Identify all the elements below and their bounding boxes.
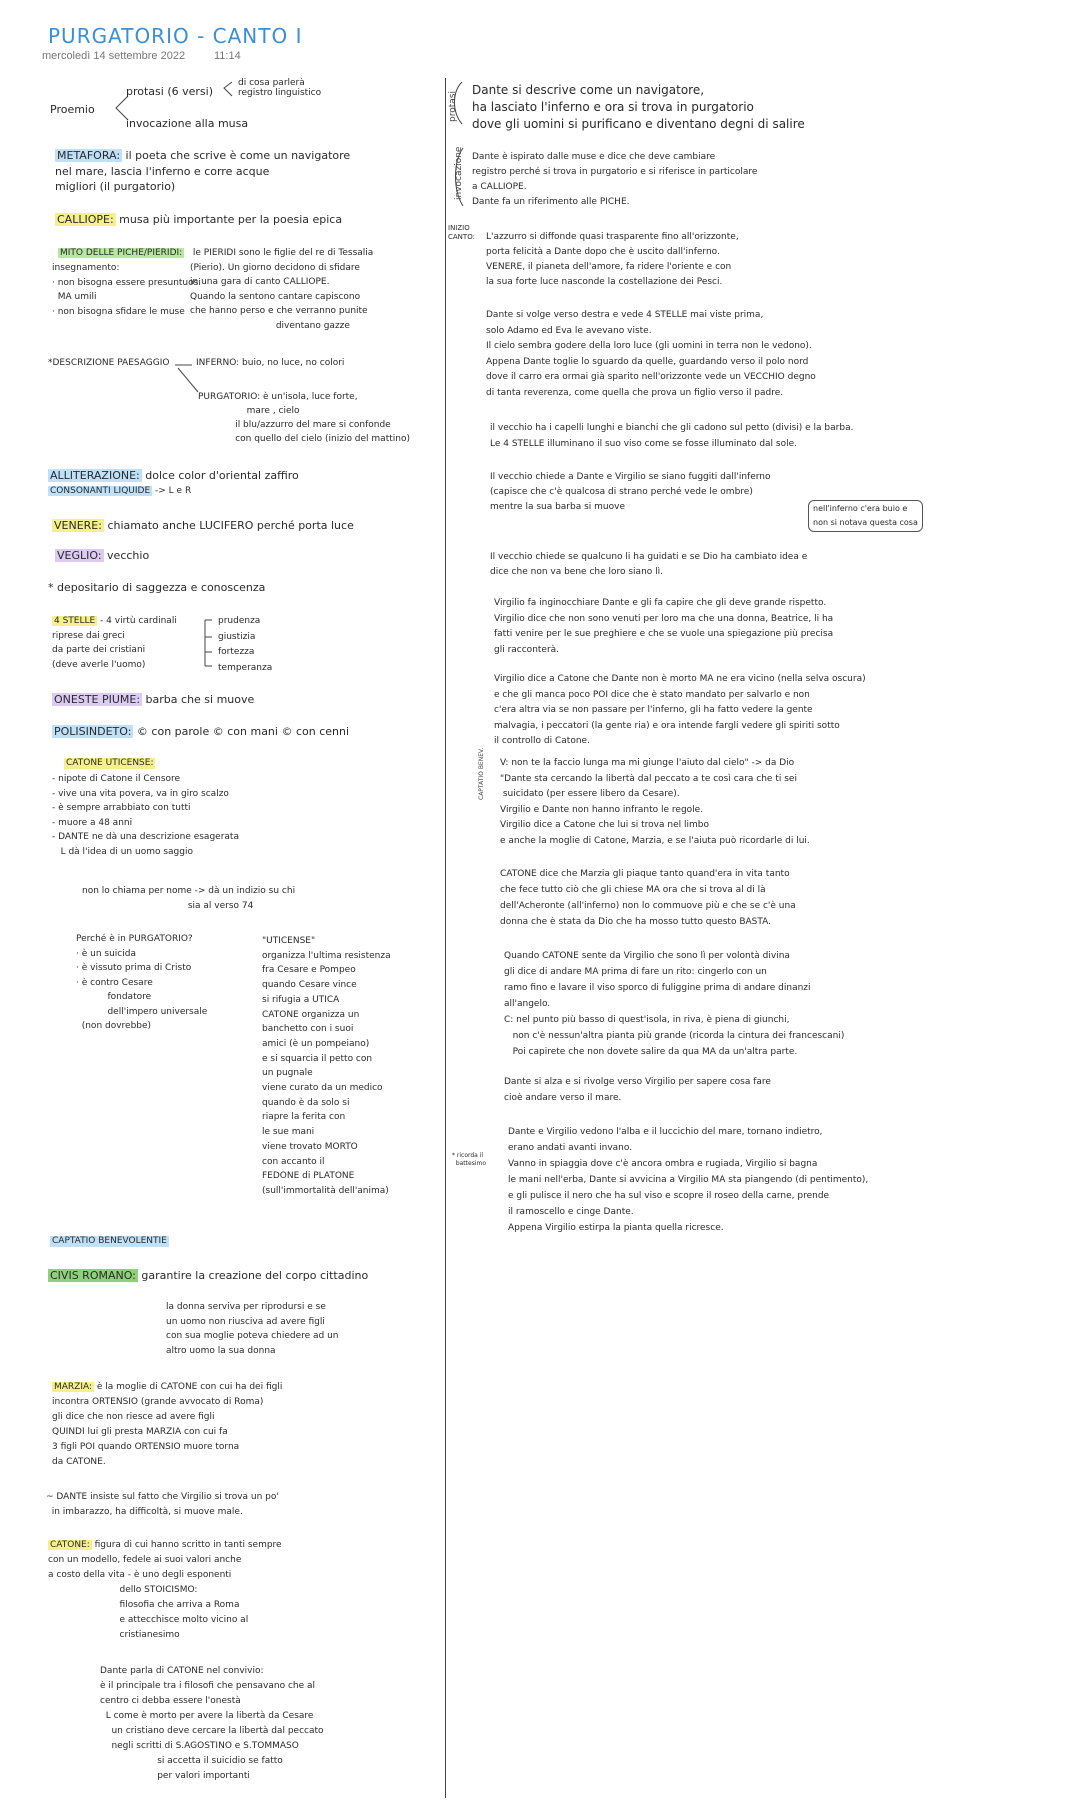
consonanti-label: CONSONANTI LIQUIDE: [50, 486, 151, 496]
veglio-block: [55, 548, 149, 564]
paragraph-vecchio-capelli: il vecchio ha i capelli lunghi e bianchi che gli cadono sul petto (divisi) e la barba. Le 4 STELLE illuminano il suo viso come se fosse illuminato dal sole.: [490, 423, 854, 449]
alliterazione-label: ALLITERAZIONE:: [50, 469, 140, 482]
convivio-note: Dante parla di CATONE nel convivio: è il principale tra i filosofi che pensavano che al centro ci debba essere l'onestà L come è morto per avere la libertà da Cesare un cristiano deve cercare la libertà dal peccato negli scritti di S.AGOSTINO e S.TOMMASO si accetta il suicidio se fatto per valori importanti: [100, 1666, 324, 1781]
non-lo-chiama-note: non lo chiama per nome -> dà un indizio su chi sia al verso 74: [82, 886, 296, 911]
polisindeto-label: POLISINDETO:: [54, 725, 132, 738]
invocazione-label: invocazione alla musa: [126, 117, 249, 130]
oneste-piume-label: ONESTE PIUME:: [54, 693, 141, 706]
calliope-text: musa più importante per la poesia epica: [115, 213, 343, 226]
proemio-label: Proemio: [50, 103, 95, 116]
perche-purgatorio-note: Perché è in PURGATORIO? · è un suicida · è vissuto prima di Cristo · è contro Cesare fondatore dell'impero universale (non dovrebbe): [76, 934, 208, 1031]
civis-block: [48, 1268, 368, 1284]
battesimo-side-note: * ricorda il battesimo: [452, 1152, 487, 1167]
captatio-vertical-label: CAPTATIO BENEV.: [478, 747, 485, 800]
stelle-label: 4 STELLE: [54, 616, 96, 626]
protasi-summary: Dante si descrive come un navigatore, ha lasciato l'inferno e ora si trova in purgatorio dove gli uomini si purificano e diventano degni di salire: [472, 83, 805, 131]
metafora-text: il poeta che scrive è come un navigatore nel mare, lascia l'inferno e corre acque migliori (il purgatorio): [55, 149, 351, 193]
mito-text: le PIERIDI sono le figlie del re di Tessalia (Pierio). Un giorno decidono di sfidare in una gara di canto CALLIOPE. Quando la sentono cantare capiscono che hanno perso e che verranno punite diventano gazze: [190, 248, 374, 331]
stelle-text: - 4 virtù cardinali riprese dai greci da parte dei cristiani (deve averle l'uomo): [52, 616, 177, 670]
paragraph-marzia: CATONE dice che Marzia gli piaque tanto quand'era in vita tanto che fece tutto ciò che gli chiese MA ora che si trova al di là dell'Acheronte (all'inferno) non lo commuove più e che se c'è una donna che è stata da Dio che ha mosso tutto questo BASTA.: [500, 869, 796, 927]
depositario-note: * depositario di saggezza e conoscenza: [48, 581, 266, 594]
catone-uticense-label: CATONE UTICENSE:: [66, 758, 154, 768]
oneste-piume-text: barba che si muove: [142, 693, 255, 706]
venere-text: chiamato anche LUCIFERO perché porta luce: [103, 519, 354, 532]
paragraph-azzurro: L'azzurro si diffonde quasi trasparente fino all'orizzonte, porta felicità a Dante dopo che è uscito dall'inferno. VENERE, il pianeta dell'amore, fa ridere l'oriente e con la sua forte luce nasconde la costellazione dei Pesci.: [486, 232, 739, 287]
polisindeto-text: © con parole © con mani © con cenni: [133, 725, 350, 738]
paragraph-aiuto-cielo: V: non te la faccio lunga ma mi giunge l'aiuto dal cielo" -> da Dio "Dante sta cercando la libertà dal peccato a te così cara che ti sei suicidato (per essere libero da Cesare). Virgilio e Dante non hanno infranto le regole. Virgilio dice a Catone che lui si trova nel limbo e anche la moglie di Catone, Marzia, e se l'aiuta può ricordarle di lui.: [500, 758, 810, 846]
polisindeto-block: [52, 724, 349, 740]
uticense-note: "UTICENSE" organizza l'ultima resistenza fra Cesare e Pompeo quando Cesare vince si rifugia a UTICA CATONE organizza un banchetto con i suoi amici (è un pompeiano) e si squarcia il petto con un pugnale viene curato da un medico quando è da solo si riapre la ferita con le sue mani viene trovato MORTO con accanto il FEDONE di PLATONE (sull'immortalità dell'anima): [262, 936, 391, 1196]
paragraph-alba: Dante e Virgilio vedono l'alba e il luccichio del mare, tornano indietro, erano andati avanti invano. Vanno in spiaggia dove c'è ancora ombra e rugiada, Virgilio si bagna le mani nell'erba, Dante si avvicina a Virgilio MA sta piangendo (di pentimento), e gli pulisce il nero che ha sul viso e scopre il roseo della carne, prende il ramoscello e cinge Dante. Appena Virgilio estirpa la pianta quella ricresce.: [508, 1127, 869, 1233]
veglio-label: VEGLIO:: [57, 549, 102, 562]
invocazione-vertical-label: invocazione: [454, 146, 464, 200]
marzia-label: MARZIA:: [54, 1382, 93, 1392]
civis-label: CIVIS ROMANO:: [50, 1269, 136, 1282]
consonanti-text: -> L e R: [152, 486, 192, 496]
paragraph-quattro-stelle: Dante si volge verso destra e vede 4 STELLE mai viste prima, solo Adamo ed Eva le avevano viste. Il cielo sembra godere della loro luce (gli uomini in terra non le vedono). Appena Dante toglie lo sguardo da quelle, guardando verso il polo nord dove il carro era ormai già sparito nell'orizzonte vede un VECCHIO degno di tanta reverenza, come quella che prova un figlio verso il padre.: [486, 310, 816, 398]
metafora-block: [55, 148, 350, 195]
catone-figura-block: [48, 1538, 282, 1643]
purgatorio-note: PURGATORIO: è un'isola, luce forte, mare , cielo il blu/azzurro del mare si confonde con quello del cielo (inizio del mattino): [198, 392, 410, 444]
oneste-piume-block: [52, 692, 254, 708]
calliope-block: [55, 212, 342, 228]
catone-figura-label: CATONE:: [50, 1540, 90, 1550]
invocazione-summary: Dante è ispirato dalle muse e dice che deve cambiare registro perché si trova in purgatorio e si riferisce in particolare a CALLIOPE. Dante fa un riferimento alle PICHE.: [472, 152, 758, 207]
note-time: 11:14: [214, 50, 241, 62]
page-title: PURGATORIO - CANTO I: [48, 24, 303, 48]
inizio-canto-label: INIZIO CANTO:: [448, 224, 475, 241]
dante-insiste-note: ~ DANTE insiste sul fatto che Virgilio si trova un po' in imbarazzo, ha difficoltà, si muove male.: [46, 1492, 279, 1517]
civis-text: garantire la creazione del corpo cittadino: [137, 1269, 369, 1282]
mito-side-note: insegnamento: · non bisogna essere presuntuosi MA umili · non bisogna sfidare le muse: [52, 263, 201, 317]
protasi-label: protasi (6 versi): [126, 85, 213, 98]
stelle-block: [52, 614, 177, 672]
metafora-label: METAFORA:: [57, 149, 121, 162]
veglio-text: vecchio: [103, 549, 150, 562]
paragraph-rito: Quando CATONE sente da Virgilio che sono lì per volontà divina gli dice di andare MA prima di fare un rito: cingerlo con un ramo fino e lavare il viso sporco di fuliggine prima di andare dinanzi all'angelo. C: nel punto più basso di quest'isola, in riva, è piena di giunchi, non c'è nessun'altra pianta più grande (ricorda la cintura dei francescani) Poi capirete che non dovete salire da qua MA da un'altra parte.: [504, 951, 845, 1057]
protasi-sub-1: di cosa parlerà: [238, 78, 305, 88]
consonanti-block: [48, 486, 191, 497]
protasi-sub-2: registro linguistico: [238, 88, 322, 98]
marzia-block: [52, 1380, 282, 1470]
paragraph-guidati: Il vecchio chiede se qualcuno li ha guidati e se Dio ha cambiato idea e dice che non va bene che loro siano lì.: [490, 552, 808, 577]
paragraph-verso-mare: Dante si alza e si rivolge verso Virgilio per sapere cosa fare cioè andare verso il mare.: [504, 1077, 771, 1103]
venere-block: [52, 518, 354, 534]
catone-uticense-list: - nipote di Catone il Censore - vive una vita povera, va in giro scalzo - è sempre arrabbiato con tutti - muore a 48 anni - DANTE ne dà una descrizione esagerata L dà l'idea di un uomo saggio: [52, 774, 239, 857]
mito-label: MITO DELLE PICHE/PIERIDI:: [60, 248, 183, 258]
ombre-side-box: nell'inferno c'era buio e non si notava questa cosa: [808, 500, 923, 532]
mito-block: [58, 246, 184, 260]
captatio-heading: CAPTATIO BENEVOLENTIE: [52, 1236, 167, 1246]
paragraph-virgilio-catone: Virgilio dice a Catone che Dante non è morto MA ne era vicino (nella selva oscura) e che gli manca poco POI dice che è stato mandato per salvarlo e non c'era altra via se non passare per l'inferno, gli ha fatto vedere la gente malvagia, i peccatori (la gente ria) e ora intende fargli vedere gli spiriti sotto il controllo di Catone.: [494, 674, 866, 746]
civis-detail: la donna serviva per riprodursi e se un uomo non riusciva ad avere figli con sua moglie poteva chiedere ad un altro uomo la sua donna: [166, 1302, 339, 1356]
alliterazione-text: dolce color d'oriental zaffiro: [141, 469, 299, 482]
descrizione-paesaggio: *DESCRIZIONE PAESAGGIO: [48, 358, 170, 368]
virtu-list: prudenza giustizia fortezza temperanza: [218, 616, 273, 673]
alliterazione-block: [48, 468, 299, 484]
paragraph-inginocchiare: Virgilio fa inginocchiare Dante e gli fa capire che gli deve grande rispetto. Virgilio dice che non sono venuti per loro ma che una donna, Beatrice, li ha fatti venire per le sue preghiere e che se vuole una spiegazione più precisa gli racconterà.: [494, 598, 834, 655]
venere-label: VENERE:: [54, 519, 102, 532]
inferno-note: INFERNO: buio, no luce, no colori: [196, 358, 345, 368]
protasi-vertical-label: protasi: [448, 91, 458, 122]
catone-figura-text: figura di cui hanno scritto in tanti sempre con un modello, fedele ai suoi valori anche a costo della vita - è uno degli esponenti dello STOICISMO: filosofia che arriva a Roma e attecchisce molto vicino al cristianesimo: [48, 1540, 282, 1640]
calliope-label: CALLIOPE:: [57, 213, 114, 226]
paragraph-vecchio-chiede: Il vecchio chiede a Dante e Virgilio se siano fuggiti dall'inferno (capisce che c'è qualcosa di strano perché vede le ombre) mentre la sua barba si muove: [490, 472, 771, 512]
note-date: mercoledì 14 settembre 2022: [42, 50, 186, 62]
marzia-text: è la moglie di CATONE con cui ha dei figli incontra ORTENSIO (grande avvocato di Roma) gli dice che non riesce ad avere figli QUINDI lui gli presta MARZIA con cui fa 3 figli POI quando ORTENSIO muore torna da CATONE.: [52, 1382, 283, 1467]
